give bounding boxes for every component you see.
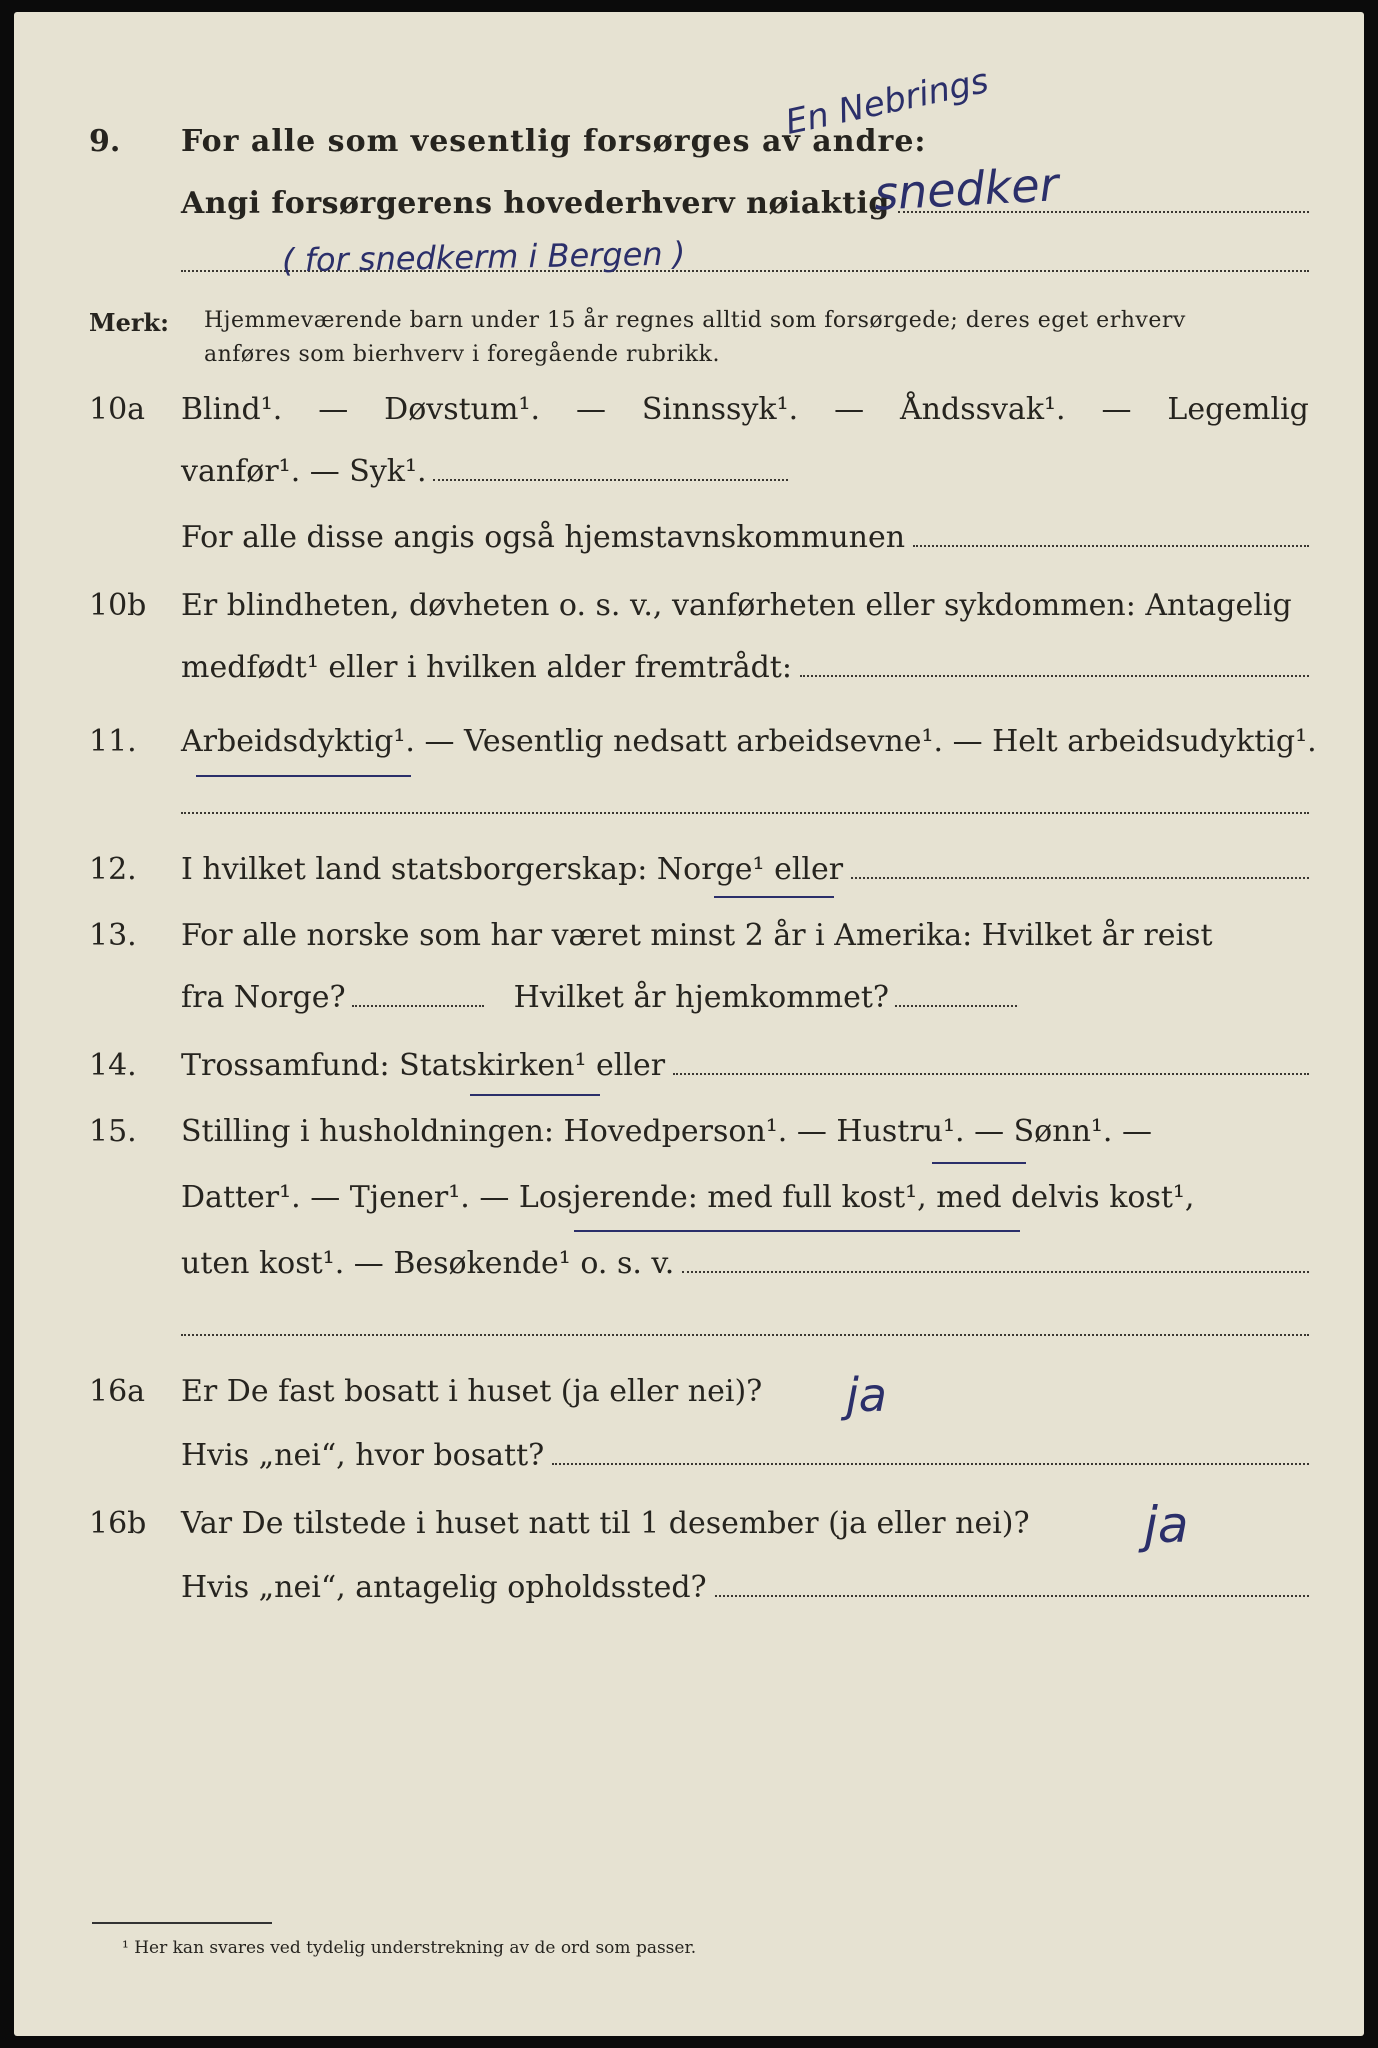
option-sinnssyk: Sinnssyk¹. [641, 392, 799, 427]
question-15-text-1: Stilling i husholdningen: Hovedperson¹. — Hustru¹. — Sønn¹. — [181, 1114, 1152, 1149]
question-9-line-2 [181, 186, 1309, 226]
question-12-line-1 [181, 852, 1309, 892]
question-13-line-1 [181, 918, 1213, 958]
note-label: Merk: [89, 308, 169, 337]
separator: — [1101, 392, 1132, 427]
handwritten-underline-arbeidsdyktig [196, 775, 411, 777]
footnote-rule [92, 1922, 272, 1924]
question-15-text-2: Datter¹. — Tjener¹. — Losjerende: med full kost¹, med delvis kost¹, [181, 1180, 1195, 1215]
question-11-line-2 [181, 788, 1309, 828]
question-10a-text-2: vanfør¹. — Syk¹. [181, 454, 427, 489]
handwritten-answer-16b: ja [1144, 1496, 1189, 1554]
question-16b-line-2 [181, 1570, 1309, 1610]
question-15-text-3: uten kost¹. — Besøkende¹ o. s. v. [181, 1246, 675, 1281]
question-16b-line-1 [181, 1506, 1030, 1546]
question-10b-line-2 [181, 650, 1309, 690]
question-15-line-4 [181, 1310, 1309, 1350]
note-line-1: Hjemmeværende barn under 15 år regnes alltid som forsørgede; deres eget erhverv [204, 308, 1186, 333]
question-13-text-2b: Hvilket år hjemkommet? [513, 980, 890, 1015]
footnote: ¹ Her kan svares ved tydelig understrekning av de ord som passer. [122, 1938, 697, 1958]
handwritten-underline-norge [714, 896, 834, 898]
question-10a-line-3 [181, 520, 1309, 560]
handwritten-occupation: snedker [872, 157, 1060, 221]
question-number: 12. [89, 852, 137, 887]
question-15-line-1 [181, 1114, 1152, 1154]
option-dovstum: Døvstum¹. [384, 392, 541, 427]
question-number: 14. [89, 1048, 137, 1083]
question-16a-line-2 [181, 1438, 1309, 1478]
question-13-text-1: For alle norske som har været minst 2 år i Amerika: Hvilket år reist [181, 918, 1213, 953]
question-13-line-2 [181, 980, 1017, 1020]
option-legemlig: Legemlig [1167, 392, 1309, 427]
question-number: 10a [89, 392, 146, 427]
separator: — [834, 392, 865, 427]
option-andssvak: Åndssvak¹. [900, 392, 1066, 427]
question-number: 9. [89, 124, 121, 159]
answer-line [895, 981, 1017, 1007]
question-14-text: Trossamfund: Statskirken¹ eller [181, 1048, 666, 1083]
answer-line [673, 1049, 1309, 1075]
answer-line [851, 853, 1309, 879]
answer-line [352, 981, 484, 1007]
question-16a-text-1: Er De fast bosatt i huset (ja eller nei)? [181, 1374, 763, 1409]
question-12-text: I hvilket land statsborgerskap: Norge¹ eller [181, 852, 844, 887]
answer-line [715, 1571, 1309, 1597]
question-10a-line-1 [181, 392, 1309, 432]
question-number: 16a [89, 1374, 146, 1409]
answer-line [552, 1439, 1309, 1465]
answer-line [181, 788, 1309, 814]
question-10b-text-1: Er blindheten, døvheten o. s. v., vanførheten eller sykdommen: Antagelig [181, 588, 1292, 623]
question-11-text: Arbeidsdyktig¹. — Vesentlig nedsatt arbeidsevne¹. — Helt arbeidsudyktig¹. [181, 724, 1317, 759]
question-10a-line-2 [181, 454, 788, 494]
handwritten-answer-16a: ja [846, 1368, 887, 1422]
question-16b-text-1: Var De tilstede i huset natt til 1 desember (ja eller nei)? [181, 1506, 1030, 1541]
question-16a-line-1 [181, 1374, 762, 1414]
handwritten-underline-statskirken [470, 1094, 600, 1096]
separator: — [575, 392, 606, 427]
question-9-text: For alle som vesentlig forsørges av andre: [181, 124, 927, 159]
question-number: 16b [89, 1506, 147, 1541]
census-form-page [14, 12, 1364, 2036]
note-line-2: anføres som bierhverv i foregående rubrikk. [204, 342, 721, 367]
answer-line [181, 1310, 1309, 1336]
question-14-line-1 [181, 1048, 1309, 1088]
handwritten-note: ( for snedkerm i Bergen ) [281, 234, 686, 280]
answer-line [800, 651, 1309, 677]
question-16b-text-2: Hvis „nei“, antagelig opholdssted? [181, 1570, 707, 1605]
question-11-line-1 [181, 724, 1317, 764]
handwritten-employer: En Nebrings [782, 61, 992, 143]
option-blind: Blind¹. [181, 392, 283, 427]
answer-line [682, 1247, 1309, 1273]
handwritten-underline-hustru [932, 1162, 1026, 1164]
question-9-prompt: Angi forsørgerens hovederhverv nøiaktig [181, 186, 890, 221]
question-15-line-2 [181, 1180, 1194, 1220]
question-10a-text-3: For alle disse angis også hjemstavnskommunen [181, 520, 906, 555]
question-number: 11. [89, 724, 137, 759]
question-13-text-2a: fra Norge? [181, 980, 346, 1015]
question-number: 13. [89, 918, 137, 953]
answer-line [913, 521, 1309, 547]
question-10b-line-1 [181, 588, 1292, 628]
separator: — [318, 392, 349, 427]
question-16a-text-2: Hvis „nei“, hvor bosatt? [181, 1438, 545, 1473]
question-15-line-3 [181, 1246, 1309, 1286]
answer-line [433, 455, 788, 481]
handwritten-underline-losjerende [574, 1230, 1020, 1232]
question-10b-text-2: medfødt¹ eller i hvilken alder fremtrådt: [181, 650, 792, 685]
question-number: 15. [89, 1114, 137, 1149]
question-number: 10b [89, 588, 147, 623]
